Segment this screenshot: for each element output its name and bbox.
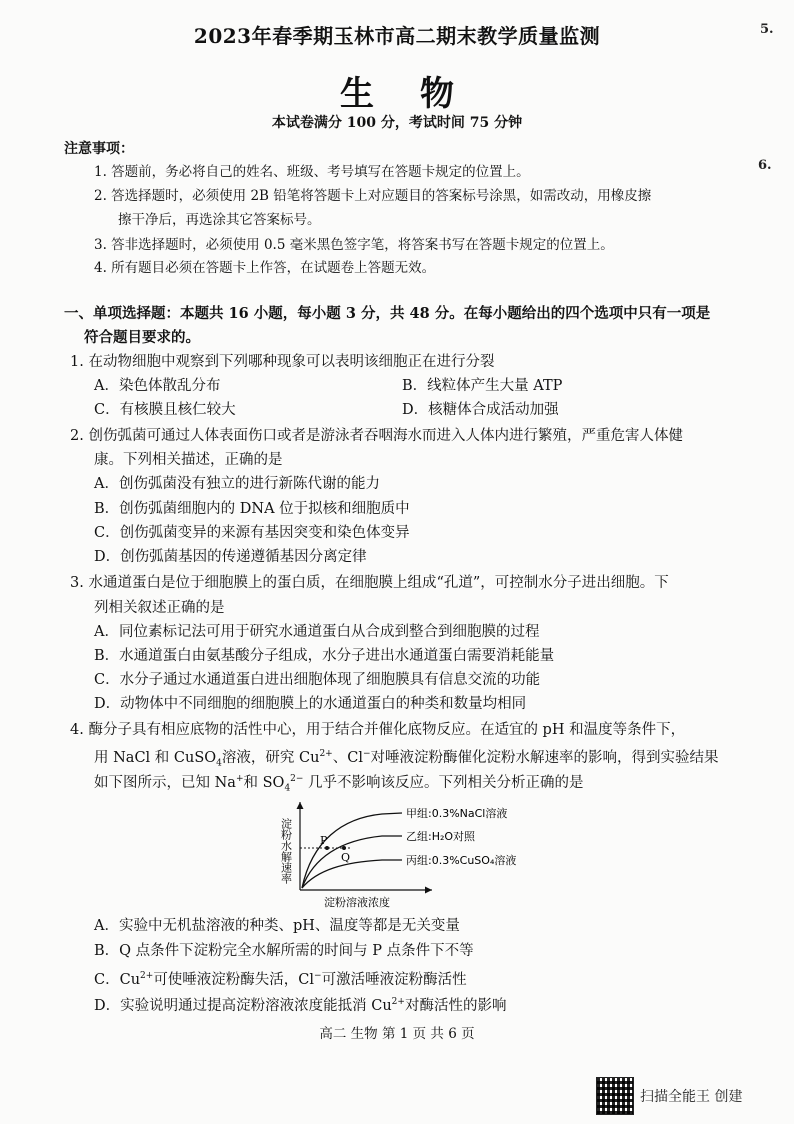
q4-s2-sup1: 2+	[319, 749, 333, 759]
x-axis-label: 淀粉溶液浓度	[324, 896, 390, 908]
question-2-option-c: C．创伤弧菌变异的来源有基因突变和染色体变异	[94, 525, 410, 541]
notice-item-2: 2. 答选择题时，必须使用 2B 铅笔将答题卡上对应题目的答案标号涂黑，如需改动，用橡皮擦	[94, 188, 652, 204]
curve-yi	[302, 836, 402, 888]
q4-s2d: 对唾液淀粉酶催化淀粉水解速率的影响，得到实验结果	[370, 749, 719, 766]
question-1-option-c: C．有核膜且核仁较大	[94, 402, 236, 418]
legend-jia: 甲组:0.3%NaCl溶液	[406, 807, 508, 820]
q4-d-b: 对酶活性的影响	[404, 997, 507, 1014]
q4-s3c: 几乎不影响该反应。下列相关分析正确的是	[303, 774, 584, 791]
section-heading-line1: 一、单项选择题：本题共 16 小题，每小题 3 分，共 48 分。在每小题给出的四个选项中只有一项是	[64, 305, 711, 322]
q4-s3b: 和 SO	[243, 774, 285, 791]
point-p-label: P	[320, 834, 328, 847]
y-axis-label: 淀粉水解速率	[279, 818, 293, 884]
q4-s3-sup1: +	[235, 774, 244, 784]
q4-c-sup2: −	[314, 971, 322, 981]
q4-s2-sub: 4	[216, 758, 222, 769]
question-3-option-b: B．水通道蛋白由氨基酸分子组成，水分子进出水通道蛋白需要消耗能量	[94, 648, 555, 664]
q4-s2-sup2: −	[362, 749, 371, 759]
enzyme-rate-figure	[272, 796, 542, 908]
q4-s2b: 溶液，研究 Cu	[221, 749, 320, 766]
section-heading-line2: 符合题目要求的。	[84, 329, 200, 346]
legend-bing: 丙组:0.3%CuSO₄溶液	[406, 854, 517, 867]
exam-title: 2023年春季期玉林市高二期末教学质量监测	[193, 24, 601, 48]
question-4-option-d	[94, 990, 506, 1018]
question-4-option-b: B．Q 点条件下淀粉完全水解所需的时间与 P 点条件下不等	[94, 943, 474, 959]
point-q-marker	[342, 846, 346, 850]
notice-item-2-cont: 擦干净后，再选涂其它答案标号。	[118, 212, 321, 228]
q4-s2c: 、Cl	[332, 749, 363, 766]
question-2-option-d: D．创伤弧菌基因的传递遵循基因分离定律	[94, 549, 367, 565]
question-3-option-c: C．水分子通过水通道蛋白进出细胞体现了细胞膜具有信息交流的功能	[94, 672, 541, 688]
scanner-watermark	[596, 1078, 786, 1114]
question-2-option-b: B．创伤弧菌细胞内的 DNA 位于拟核和细胞质中	[94, 501, 410, 517]
q4-d-sup: 2+	[391, 997, 405, 1007]
q4-d-a: D．实验说明通过提高淀粉溶液浓度能抵消 Cu	[94, 997, 392, 1014]
q4-s3a: 如下图所示，已知 Na	[94, 774, 236, 791]
notice-item-3: 3. 答非选择题时，必须使用 0.5 毫米黑色签字笔，将答案书写在答题卡规定的位置上。	[94, 237, 614, 253]
notice-item-4: 4. 所有题目必须在答题卡上作答，在试题卷上答题无效。	[94, 260, 436, 276]
q4-s2a: 用 NaCl 和 CuSO	[94, 749, 217, 766]
q4-s3-sub: 4	[284, 783, 291, 794]
margin-number-6: 6.	[758, 158, 772, 173]
question-4-option-a: A．实验中无机盐溶液的种类、pH、温度等都是无关变量	[94, 918, 460, 934]
exam-meta: 本试卷满分 100 分，考试时间 75 分钟	[271, 115, 523, 131]
notice-title: 注意事项：	[64, 141, 134, 157]
q4-c-b: 可使唾液淀粉酶失活，Cl	[153, 971, 315, 988]
section-heading	[64, 302, 732, 350]
q4-c-c: 可激活唾液淀粉酶活性	[321, 971, 467, 988]
curve-jia	[302, 813, 402, 888]
question-2-stem-line2: 康。下列相关描述，正确的是	[94, 452, 283, 468]
question-1-option-d: D．核糖体合成活动加强	[402, 402, 559, 418]
page-footer: 高二 生物 第 1 页 共 6 页	[319, 1026, 475, 1042]
question-3-option-a: A．同位素标记法可用于研究水通道蛋白从合成到整合到细胞膜的过程	[94, 624, 540, 640]
question-1-option-b: B．线粒体产生大量 ATP	[402, 378, 563, 394]
question-3-option-d: D．动物体中不同细胞的细胞膜上的水通道蛋白的种类和数量均相同	[94, 696, 527, 712]
qr-code-icon	[596, 1077, 634, 1115]
subject-title: 生物	[340, 74, 500, 114]
q4-c-sup1: 2+	[140, 971, 154, 981]
legend-yi: 乙组:H₂O对照	[406, 830, 476, 843]
notice-item-1: 1. 答题前，务必将自己的姓名、班级、考号填写在答题卡规定的位置上。	[94, 164, 530, 180]
watermark-text: 扫描全能王 创建	[640, 1089, 743, 1105]
question-3-stem-line2: 列相关叙述正确的是	[94, 600, 225, 616]
question-4-option-c	[94, 964, 467, 992]
question-3-stem-line1: 3. 水通道蛋白是位于细胞膜上的蛋白质，在细胞膜上组成“孔道”，可控制水分子进出细胞。下	[70, 575, 669, 591]
question-4-stem-line1: 4. 酶分子具有相应底物的活性中心，用于结合并催化底物反应。在适宜的 pH 和温度等条件下，	[70, 722, 686, 738]
question-2-option-a: A．创伤弧菌没有独立的进行新陈代谢的能力	[94, 476, 380, 492]
q4-s3-sup2: 2−	[290, 774, 304, 784]
point-q-label: Q	[341, 851, 351, 864]
question-2-stem-line1: 2. 创伤弧菌可通过人体表面伤口或者是游泳者吞咽海水而进入人体内进行繁殖，严重危害人体健	[70, 428, 683, 444]
question-1-stem: 1. 在动物细胞中观察到下列哪种现象可以表明该细胞正在进行分裂	[70, 354, 495, 370]
question-1-option-a: A．染色体散乱分布	[94, 378, 221, 394]
margin-number-5: 5.	[760, 22, 774, 37]
q4-c-a: C．Cu	[94, 971, 141, 988]
